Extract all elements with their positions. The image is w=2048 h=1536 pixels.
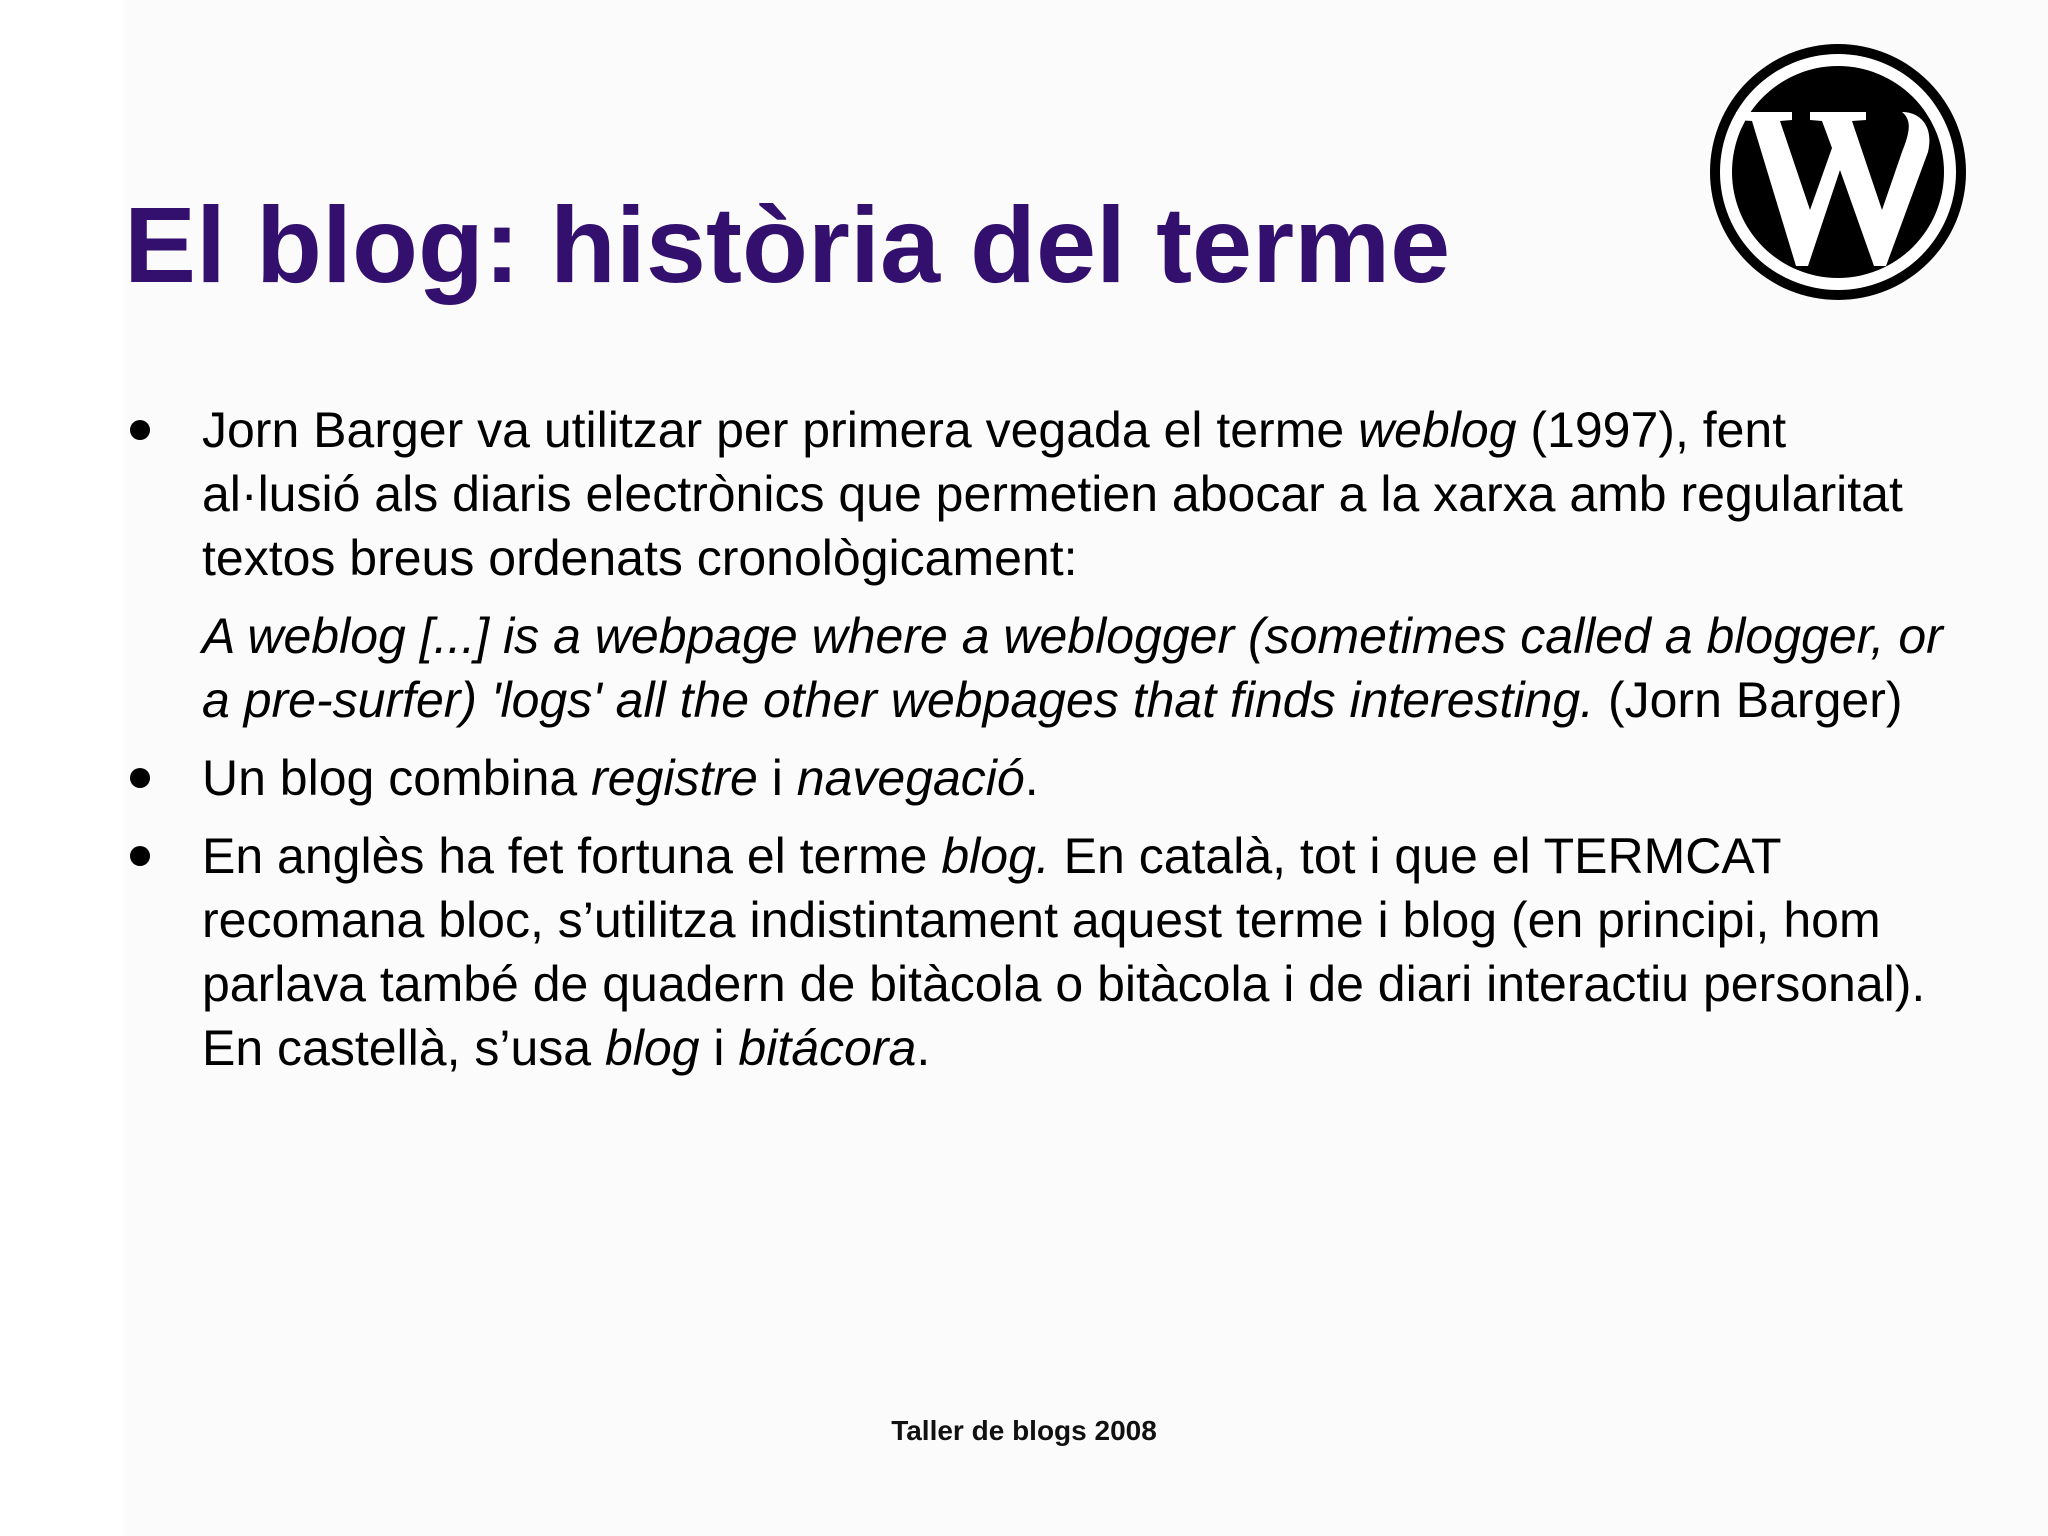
bullet-item <box>124 398 1944 590</box>
wordpress-logo-icon <box>1706 40 1970 304</box>
quote-attribution: (Jorn Barger) <box>1594 672 1903 728</box>
slide-body <box>124 398 1944 1080</box>
slide-title: El blog: història del terme <box>124 184 1451 305</box>
quote-text: A weblog [...] is a webpage where a weblogger (sometimes called a blogger, or a pre-surfer) 'logs' all the other webpages that finds interesting. <box>202 608 1943 728</box>
bullet-text: En anglès ha fet fortuna el terme blog. En català, tot i que el TERMCAT recomana bloc, s’utilitza indistintament aquest terme i blog (en principi, hom parlava també de quadern de bitàcola o bitàcola i de diari interactiu personal). En castellà, s’usa blog i bitácora. <box>202 828 1926 1076</box>
bullet-item <box>124 746 1944 810</box>
bullet-text: Un blog combina registre i navegació. <box>202 750 1039 806</box>
bullet-dot-icon <box>130 846 150 866</box>
slide-footer: Taller de blogs 2008 <box>891 1415 1157 1446</box>
quote-block <box>124 604 1944 732</box>
bullet-text: Jorn Barger va utilitzar per primera vegada el terme weblog (1997), fent al·lusió als diaris electrònics que permetien abocar a la xarxa amb regularitat textos breus ordenats cronològicament: <box>202 402 1903 586</box>
bullet-item <box>124 824 1944 1080</box>
bullet-dot-icon <box>130 768 150 788</box>
bullet-dot-icon <box>130 420 150 440</box>
